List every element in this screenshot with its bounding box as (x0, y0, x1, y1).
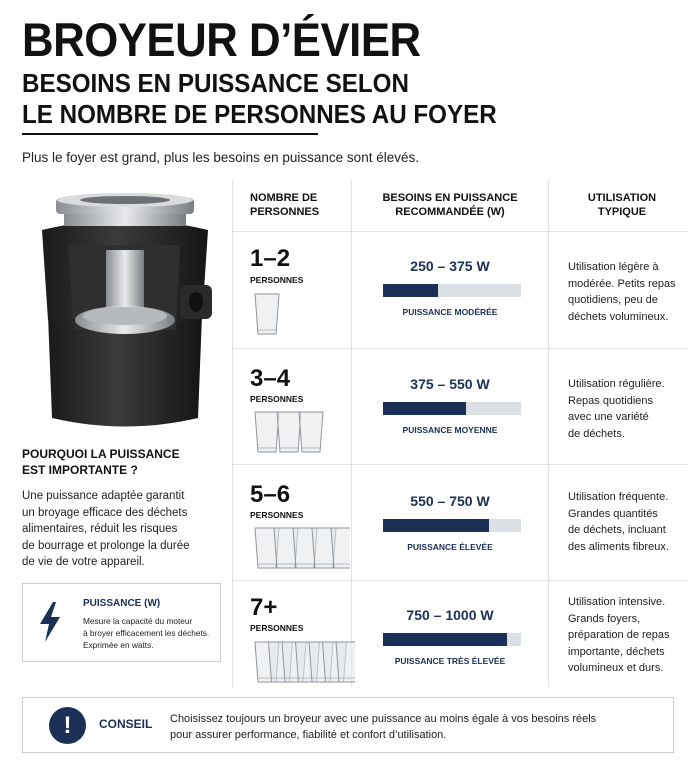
power-bar-fill (383, 402, 466, 415)
persons-count: 7+ (250, 594, 278, 621)
power-level-label: PUISSANCE ÉLEVÉE (407, 542, 493, 552)
power-bar-fill (383, 284, 438, 297)
power-bar-fill (383, 519, 489, 532)
header-line: NOMBRE DE (250, 192, 318, 204)
column-header-persons (250, 191, 319, 219)
food-waste-disposer-image (30, 190, 220, 430)
power-box-text (83, 615, 218, 651)
why-power-text (22, 488, 222, 571)
power-box-text-line: Mesure la capacité du moteur (83, 616, 193, 626)
persons-label: PERSONNES (250, 394, 304, 404)
persons-count: 1–2 (250, 245, 291, 272)
usage-line: Grands foyers, (568, 612, 641, 625)
tip-title: CONSEIL (99, 717, 153, 731)
power-range: 250 – 375 W (410, 258, 490, 274)
tip-text-line: pour assurer performance, fiabilité et confort d’utilisation. (170, 729, 447, 741)
power-bar (383, 402, 521, 415)
usage-line: des aliments fibreux. (568, 540, 669, 553)
glass-icon (277, 412, 301, 452)
usage-line: avec une variété (568, 411, 649, 423)
usage-line: Utilisation légère à (568, 261, 659, 273)
usage-line: volumineux et durs. (568, 662, 664, 674)
glasses-icon (250, 292, 350, 338)
column-header-power (352, 191, 548, 219)
tip-box (22, 697, 674, 753)
power-box-title: PUISSANCE (W) (83, 598, 161, 609)
header-line: UTILISATION (587, 192, 657, 204)
subtitle-line-1: BESOINS EN PUISSANCE SELON (22, 68, 409, 98)
usage-text (568, 376, 693, 442)
usage-line: Utilisation intensive. (568, 596, 666, 608)
power-bar (383, 633, 521, 646)
header-line: PERSONNES (250, 206, 320, 218)
column-divider (548, 180, 549, 687)
title-divider (22, 133, 318, 135)
why-text-line: Une puissance adaptée garantit (22, 490, 185, 502)
header-line: BESOINS EN PUISSANCE (382, 192, 518, 204)
glasses-icon (250, 526, 350, 572)
power-definition-box (22, 583, 221, 662)
why-heading-line-2: EST IMPORTANTE ? (22, 463, 138, 477)
row-divider (232, 348, 688, 349)
why-text-line: de bourrage et prolonge la durée (22, 539, 190, 552)
power-level-label: PUISSANCE MODÉRÉE (402, 307, 498, 317)
usage-line: de déchets, incluant (568, 524, 666, 536)
table-left-border (232, 180, 233, 687)
persons-count: 3–4 (250, 365, 291, 392)
row-divider (232, 464, 688, 465)
page-title: BROYEUR D’ÉVIER (22, 13, 421, 66)
power-level-label: PUISSANCE MOYENNE (402, 425, 498, 435)
usage-text (568, 594, 693, 677)
header-line: RECOMMANDÉE (W) (395, 206, 505, 218)
exclamation-icon: ! (49, 707, 86, 744)
power-bar (383, 519, 521, 532)
usage-line: Repas quotidiens (568, 394, 654, 407)
page-subtitle (22, 68, 497, 130)
tip-text-line: Choisissez toujours un broyeur avec une puissance au moins égale à vos besoins réels (170, 713, 597, 725)
usage-line: Utilisation fréquente. (568, 491, 669, 503)
usage-line: de déchets. (568, 427, 625, 440)
why-text-line: alimentaires, réduit les risques (22, 523, 178, 535)
power-level-label: PUISSANCE TRÈS ÉLEVÉE (394, 656, 506, 666)
glass-icon (331, 528, 350, 568)
glasses-icon (250, 640, 355, 686)
header-line: TYPIQUE (597, 206, 647, 218)
why-text-line: un broyage efficace des déchets (22, 506, 188, 519)
power-bar-fill (383, 633, 507, 646)
power-bar (383, 284, 521, 297)
why-text-line: de vie de votre appareil. (22, 556, 145, 568)
tip-text (170, 711, 660, 743)
why-heading-line-1: POURQUOI LA PUISSANCE (22, 447, 180, 461)
power-box-text-line: à broyer efficacement les déchets. (83, 628, 210, 638)
power-range: 550 – 750 W (410, 493, 490, 509)
header-divider (232, 231, 688, 232)
glass-icon (255, 294, 279, 334)
glass-icon (255, 412, 279, 452)
power-range: 750 – 1000 W (406, 607, 494, 623)
usage-line: préparation de repas (568, 629, 670, 641)
persons-label: PERSONNES (250, 623, 304, 633)
glass-icon (299, 412, 323, 452)
power-range: 375 – 550 W (410, 376, 490, 392)
usage-line: modérée. Petits repas (568, 277, 676, 290)
subtitle-line-2: LE NOMBRE DE PERSONNES AU FOYER (22, 99, 497, 129)
usage-line: importante, déchets (568, 645, 665, 658)
usage-line: quotidiens, peu de (568, 294, 658, 306)
glasses-icon (250, 410, 350, 456)
intro-text: Plus le foyer est grand, plus les besoins en puissance sont élevés. (22, 150, 419, 165)
persons-label: PERSONNES (250, 275, 304, 285)
usage-line: Grandes quantités (568, 507, 658, 520)
usage-line: Utilisation régulière. (568, 378, 665, 390)
why-power-heading (22, 446, 222, 478)
persons-count: 5–6 (250, 481, 291, 508)
persons-label: PERSONNES (250, 510, 304, 520)
usage-line: déchets volumineux. (568, 310, 669, 323)
lightning-bolt-icon (37, 602, 63, 642)
row-divider (232, 580, 688, 581)
power-box-text-line: Exprimée en watts. (83, 640, 154, 650)
usage-text (568, 259, 693, 325)
column-header-usage (548, 191, 696, 219)
usage-text (568, 489, 693, 555)
